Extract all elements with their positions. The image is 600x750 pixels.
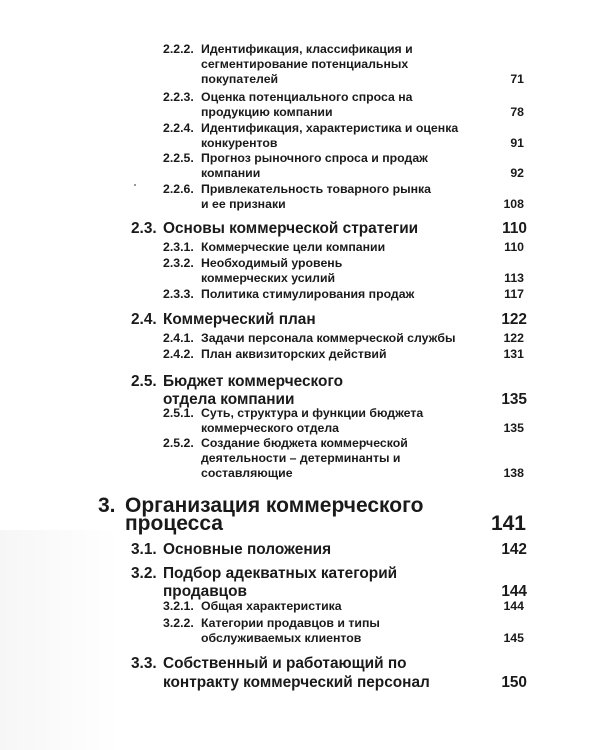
section-title-line: компании: [201, 166, 261, 180]
section-number: 2.2.3.: [163, 90, 194, 104]
section-title-line: Собственный и работающий по: [163, 655, 407, 672]
section-title-line: Оценка потенциального спроса на: [201, 90, 413, 104]
scan-speck: [134, 184, 136, 186]
toc-entry-2-4-2: [0, 347, 600, 362]
section-number: 2.2.6.: [163, 182, 194, 196]
section-number: 2.2.4.: [163, 121, 194, 135]
section-number: 2.3.1.: [163, 240, 194, 254]
section-number: 3.1.: [131, 541, 157, 558]
section-title-line: коммерческого отдела: [201, 421, 339, 435]
section-title-line: продукцию компании: [201, 105, 333, 119]
section-title-line: Суть, структура и функции бюджета: [201, 406, 424, 420]
page-number: 135: [501, 391, 527, 408]
page-number: 145: [503, 631, 524, 645]
section-number: 2.3.2.: [163, 256, 194, 270]
section-title-line: Коммерческие цели компании: [201, 240, 386, 254]
page-number: 144: [503, 599, 524, 613]
page-number: 78: [510, 105, 524, 119]
section-title-line: Категории продавцов и типы: [201, 616, 380, 630]
section-number: 2.2.2.: [163, 42, 194, 56]
section-title-line: контракту коммерческий персонал: [163, 674, 430, 691]
section-title-line: Прогноз рыночного спроса и продаж: [201, 151, 428, 165]
section-title-line: Привлекательность товарного рынка: [201, 182, 432, 196]
page-number: 117: [504, 287, 524, 301]
section-title-line: сегментирование потенциальных: [201, 57, 409, 71]
section-title-line: продавцов: [163, 583, 248, 600]
section-title-line: Подбор адекватных категорий: [163, 565, 398, 582]
section-title-line: отдела компании: [163, 391, 295, 408]
page-number: 91: [510, 136, 524, 150]
page-number: 142: [501, 541, 527, 558]
toc-entry-2-3-1: [0, 240, 600, 255]
section-title-line: Политика стимулирования продаж: [201, 287, 415, 301]
chapter-title-line: процесса: [125, 512, 223, 535]
toc-entry-2-3: [0, 220, 600, 238]
section-title-line: и ее признаки: [201, 197, 286, 211]
section-number: 2.4.: [131, 311, 157, 328]
section-number: 2.5.1.: [163, 406, 194, 420]
section-title-line: Создание бюджета коммерческой: [201, 436, 408, 450]
section-number: 2.4.1.: [163, 331, 194, 345]
toc-entry-2-4: [0, 311, 600, 329]
page-number: 110: [504, 240, 524, 254]
toc-entry-2-2-6: [0, 182, 600, 211]
section-number: 3.2.1.: [163, 599, 194, 613]
section-title-line: Коммерческий план: [163, 311, 316, 328]
section-title-line: Основы коммерческой стратегии: [163, 220, 419, 237]
section-number: 2.3.: [131, 220, 157, 237]
page-number: 138: [503, 466, 524, 480]
section-number: 2.5.: [131, 373, 157, 390]
section-title-line: Основные положения: [163, 541, 332, 558]
toc-entry-2-5-1: [0, 406, 600, 435]
toc-entry-2-3-3: [0, 287, 600, 302]
page-number: 71: [510, 72, 524, 86]
section-number: 3.3.: [131, 655, 157, 672]
page-number: 108: [503, 197, 524, 211]
section-title-line: коммерческих усилий: [201, 271, 336, 285]
section-title-line: Идентификация, классификация и: [201, 42, 413, 56]
section-title-line: покупателей: [201, 72, 279, 86]
toc-entry-2-2-2: [0, 42, 600, 86]
page-number: 122: [501, 311, 527, 328]
toc-entry-2-5-2: [0, 436, 600, 480]
toc-entry-2-2-5: [0, 151, 600, 180]
section-number: 2.4.2.: [163, 347, 194, 361]
section-title-line: обслуживаемых клиентов: [201, 631, 362, 645]
chapter-number: 3.: [98, 494, 116, 517]
page-number: 131: [503, 347, 524, 361]
section-number: 2.2.5.: [163, 151, 194, 165]
section-title-line: Общая характеристика: [201, 599, 342, 613]
section-title-line: Задачи персонала коммерческой службы: [201, 331, 456, 345]
section-number: 2.3.3.: [163, 287, 194, 301]
section-title-line: Необходимый уровень: [201, 256, 343, 270]
toc-entry-2-3-2: [0, 256, 600, 285]
toc-entry-2-2-3: [0, 90, 600, 119]
section-title-line: Бюджет коммерческого: [163, 373, 344, 390]
page-number: 150: [501, 674, 527, 691]
toc-entry-2-5: [0, 373, 600, 409]
toc-entry-2-4-1: [0, 331, 600, 346]
section-title-line: составляющие: [201, 466, 293, 480]
section-title-line: Идентификация, характеристика и оценка: [201, 121, 459, 135]
section-title-line: деятельности – детерминанты и: [201, 451, 401, 465]
page-number: 135: [503, 421, 524, 435]
section-title-line: План аквизиторских действий: [201, 347, 387, 361]
section-number: 3.2.2.: [163, 616, 194, 630]
toc-entry-2-2-4: [0, 121, 600, 150]
scan-shadow: [0, 530, 120, 750]
page-number: 113: [504, 271, 524, 285]
page-number: 92: [510, 166, 524, 180]
section-number: 3.2.: [131, 565, 157, 582]
page-number: 110: [502, 220, 527, 237]
page-number: 122: [503, 331, 524, 345]
section-title-line: конкурентов: [201, 136, 278, 150]
page-number: 144: [501, 583, 527, 600]
chapter-title-line: Организация коммерческого: [125, 494, 424, 517]
page-number: 141: [490, 512, 526, 535]
section-number: 2.5.2.: [163, 436, 194, 450]
